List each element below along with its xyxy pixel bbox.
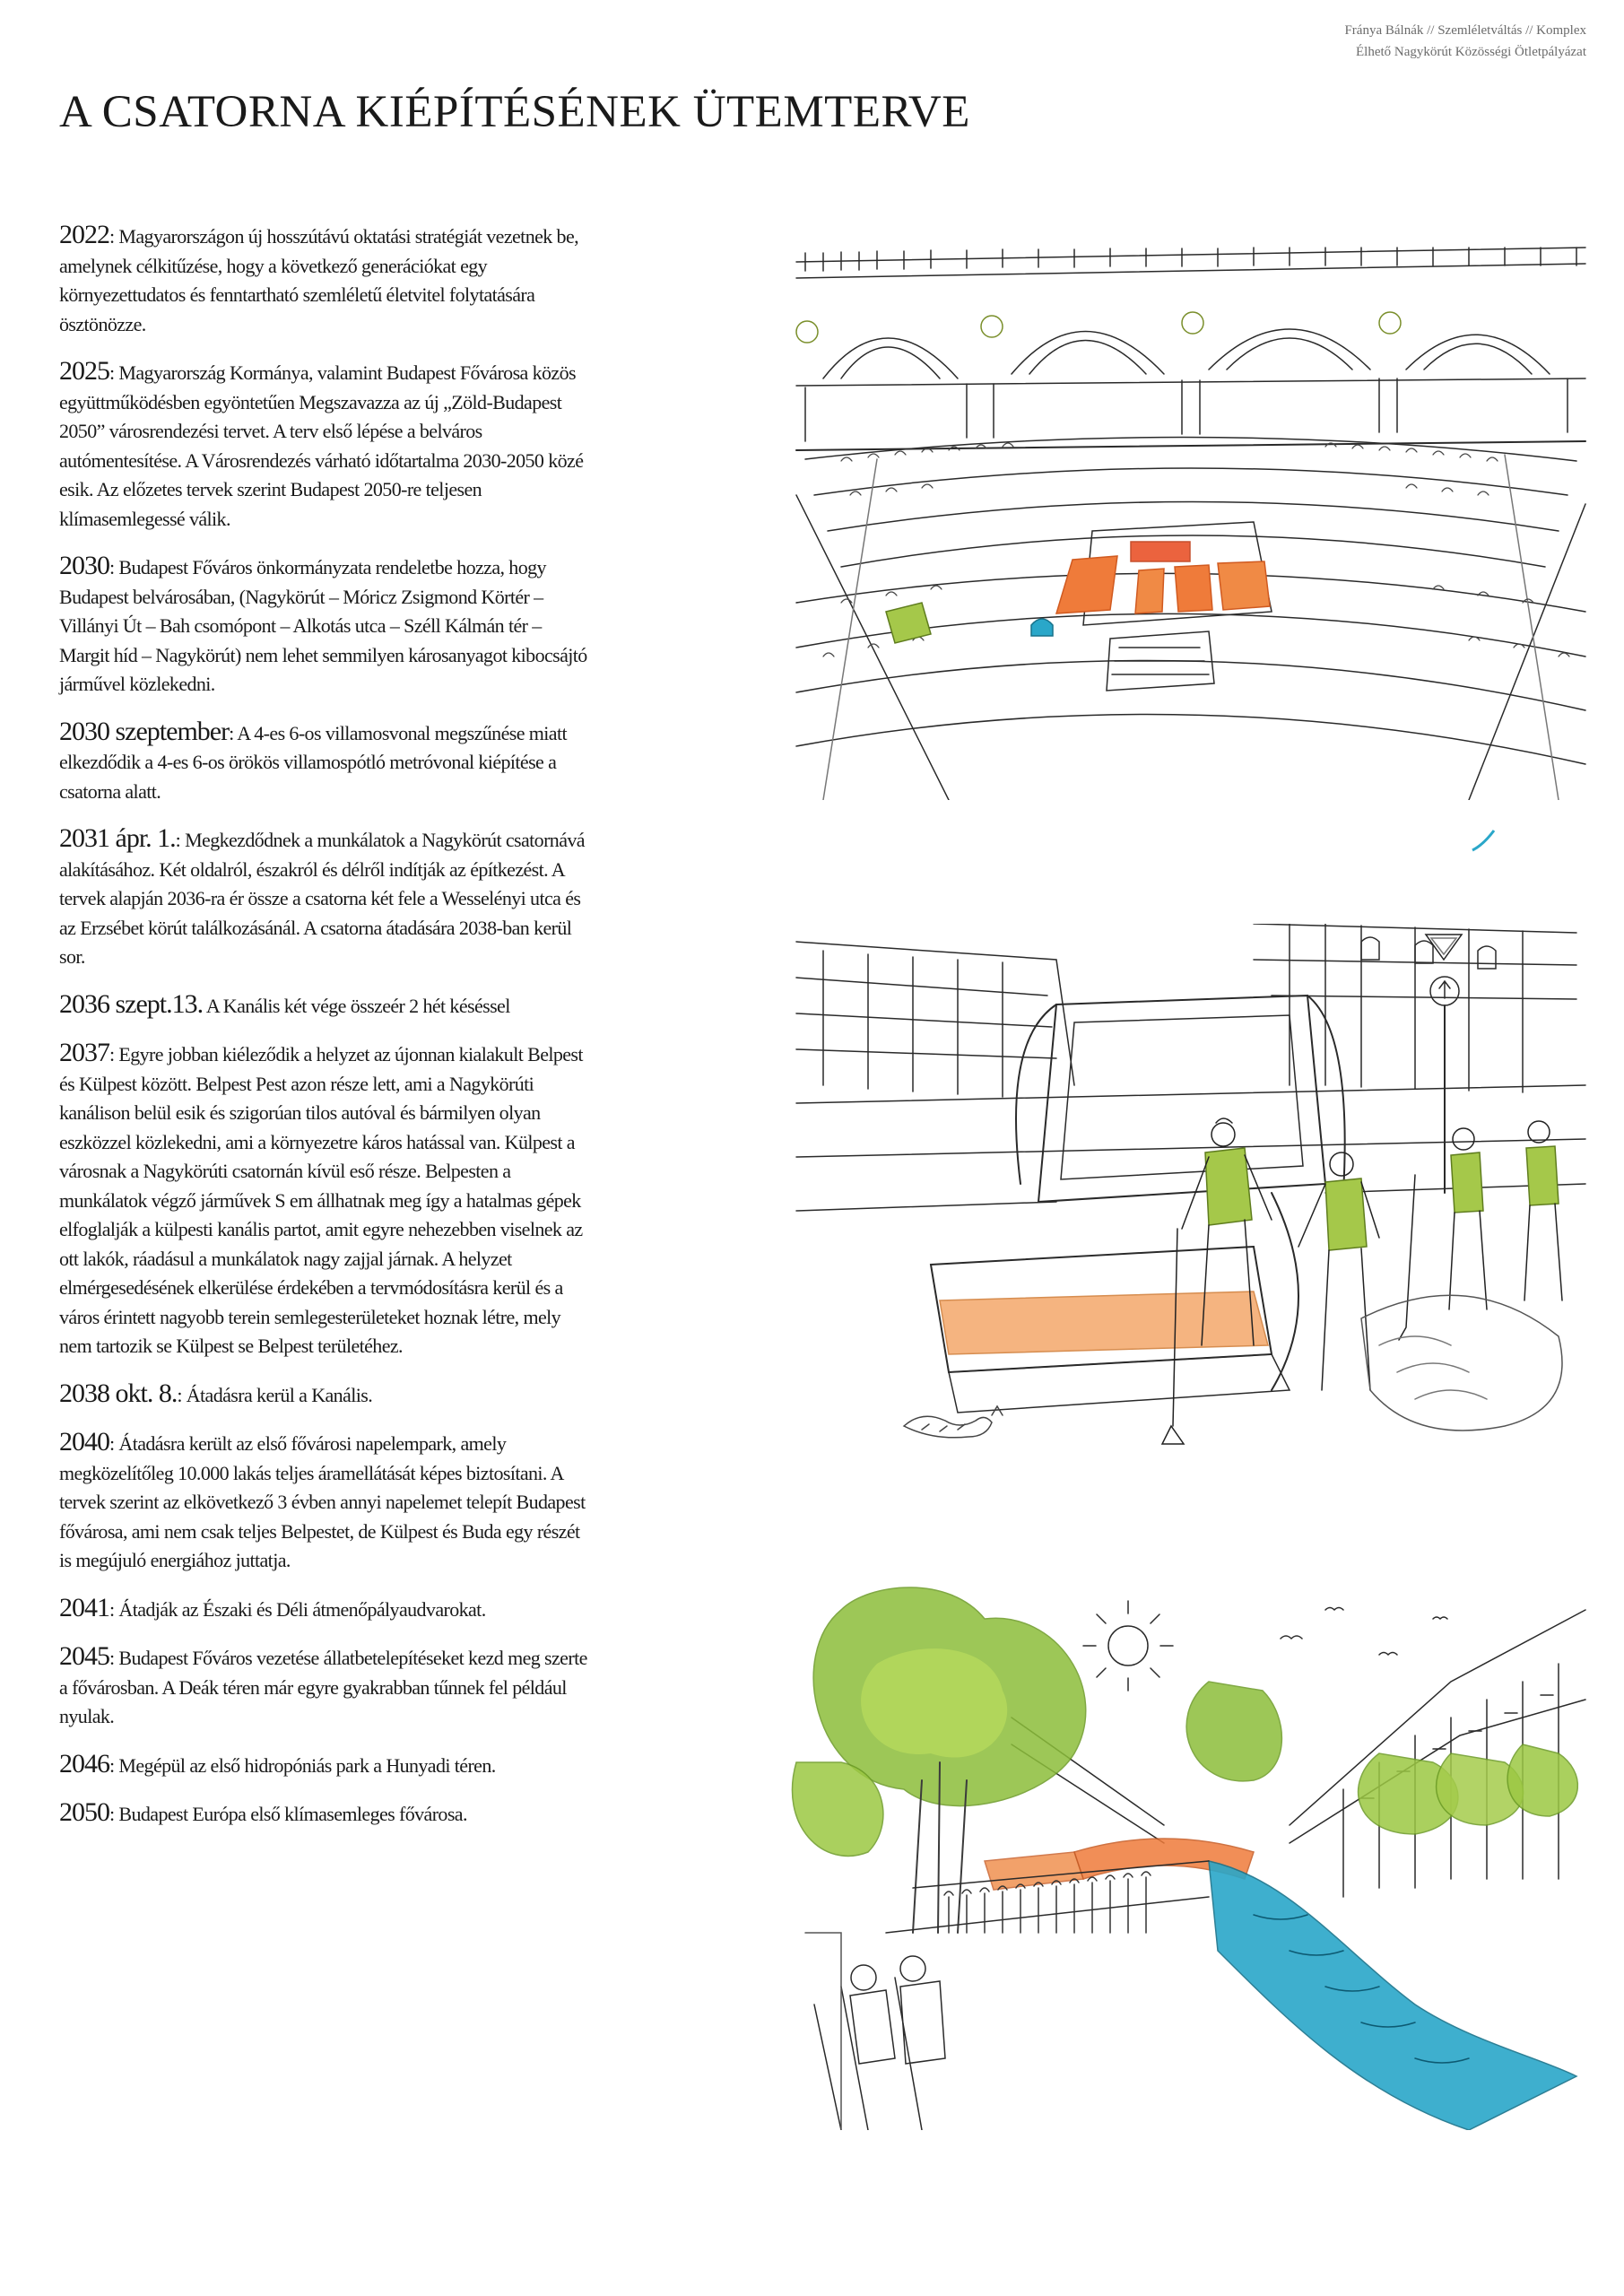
entry-text: A Kanális két vége összeér 2 hét késéssel	[203, 994, 510, 1017]
entry-text: : Átadásra kerül a Kanális.	[177, 1383, 373, 1406]
entry-text: : Megépül az első hidropóniás park a Hunyadi téren.	[109, 1753, 496, 1777]
timeline-entry	[59, 1642, 594, 1732]
entry-text: : Budapest Főváros önkormányzata rendeletbe hozza, hogy Budapest belvárosában, (Nagykörút – Móricz Zsigmond Körtér – Villányi Út – Bah csomópont – Alkotás utca – Széll Kálmán tér – Margit híd – Nagykörút) nem lehet semmilyen károsanyagot kibocsájtó járművel közlekedni.	[59, 556, 587, 695]
entry-text: : Magyarországon új hosszútávú oktatási stratégiát vezetnek be, amelynek célkitűzése, hogy a következő generációkat egy környezettudatos és fenntartható szemléletű életvitel folytatására ösztönözze.	[59, 225, 579, 335]
entry-text: : Átadásra került az első fővárosi napelempark, amely megközelítőleg 10.000 lakás teljes áramellátását képes biztosítani. A tervek szerint az elkövetkező 3 évben annyi napelemet telepít Budapest fővárosa, ami nem csak teljes Belpestet, de Külpest és Buda egy részét is megújuló energiához juttatja.	[59, 1432, 586, 1571]
entry-year: 2030	[59, 551, 109, 580]
parliament-sketch	[787, 226, 1594, 800]
timeline-entry	[59, 357, 594, 534]
timeline	[59, 221, 594, 1848]
timeline-entry	[59, 221, 594, 339]
timeline-entry	[59, 1594, 594, 1625]
entry-year: 2037	[59, 1038, 109, 1067]
page-title: A CSATORNA KIÉPÍTÉSÉNEK ÜTEMTERVE	[59, 87, 970, 137]
timeline-entry	[59, 718, 594, 807]
small-blue-mark	[1471, 829, 1498, 852]
entry-year: 2050	[59, 1797, 109, 1827]
timeline-entry	[59, 1379, 594, 1411]
entry-year: 2025	[59, 356, 109, 386]
entry-year: 2030 szeptember	[59, 716, 230, 746]
entry-year: 2046	[59, 1748, 109, 1779]
timeline-entry	[59, 552, 594, 700]
entry-year: 2041	[59, 1592, 109, 1622]
timeline-entry	[59, 990, 594, 1022]
timeline-entry	[59, 1428, 594, 1576]
entry-year: 2038 okt. 8.	[59, 1378, 178, 1408]
entry-year: 2040	[59, 1427, 109, 1457]
header-line-2: Élhető Nagykörút Közösségi Ötletpályázat	[1355, 45, 1586, 59]
entry-text: : Megkezdődnek a munkálatok a Nagykörút csatornává alakításához. Két oldalról, északról és délről indítják az építkezést. A tervek alapján 2036-ra ér össze a csatorna két fele a Wesselényi utca és az Erzsébet körút találkozásánál. A csatorna átadására 2038-ban kerül sor.	[59, 829, 585, 968]
entry-text: : Átadják az Északi és Déli átmenőpályaudvarokat.	[109, 1597, 486, 1621]
entry-text: : Egyre jobban kiéleződik a helyzet az újonnan kialakult Belpest és Külpest között. Belpest Pest azon része lett, ami a Nagykörúti kanálison belül esik és szigorúan tilos autóval és bármilyen olyan eszközzel közlekedni, ami a környezetre káros hatással van. Külpest a városnak a Nagykörúti csatornán kívül eső része. Belpesten a munkálatok végző járművek S em állhatnak meg így a hatalmas gépek elfoglalják a külpesti kanális partot, amit egyre nehezebben viselnek az ott lakók, ráadásul a munkálatok nagy zajjal járnak. A helyzet elmérgesedésének elkerülése érdekében a tervmódosításra kerül és a város érintett nagyobb terein semlegesterületeket hoznak létre, mely nem tartozik se Külpest se Belpest területéhez.	[59, 1043, 583, 1357]
header	[1344, 20, 1586, 63]
entry-year: 2045	[59, 1641, 109, 1671]
canal-street-sketch	[787, 1556, 1594, 2130]
construction-sketch	[787, 924, 1594, 1498]
timeline-entry	[59, 824, 594, 972]
header-line-1: Fránya Bálnák // Szemléletváltás // Komplex	[1344, 23, 1586, 38]
entry-text: : Budapest Főváros vezetése állatbetelepítéseket kezd meg szerte a fővárosban. A Deák téren már egyre gyakrabban tűnnek fel például nyulak.	[59, 1647, 587, 1727]
entry-year: 2036 szept.13.	[59, 988, 204, 1019]
entry-text: : Budapest Európa első klímasemleges fővárosa.	[109, 1803, 467, 1825]
entry-year: 2022	[59, 220, 109, 249]
timeline-entry	[59, 1798, 594, 1830]
entry-text: : Magyarország Kormánya, valamint Budapest Fővárosa közös együttműködésben egyöntetűen Megszavazza az új „Zöld-Budapest 2050” városrendezési tervet. A terv első lépése a belváros autómentesítése. A Városrendezés várható időtartalma 2030-2050 közé esik. Az előzetes tervek szerint Budapest 2050-re teljesen klímasemlegessé válik.	[59, 361, 584, 530]
entry-text: : A 4-es 6-os villamosvonal megszűnése miatt elkezdődik a 4-es 6-os örökös villamospótló metróvonal kiépítése a csatorna alatt.	[59, 721, 567, 803]
entry-year: 2031 ápr. 1.	[59, 823, 176, 853]
timeline-entry	[59, 1039, 594, 1361]
timeline-entry	[59, 1750, 594, 1781]
